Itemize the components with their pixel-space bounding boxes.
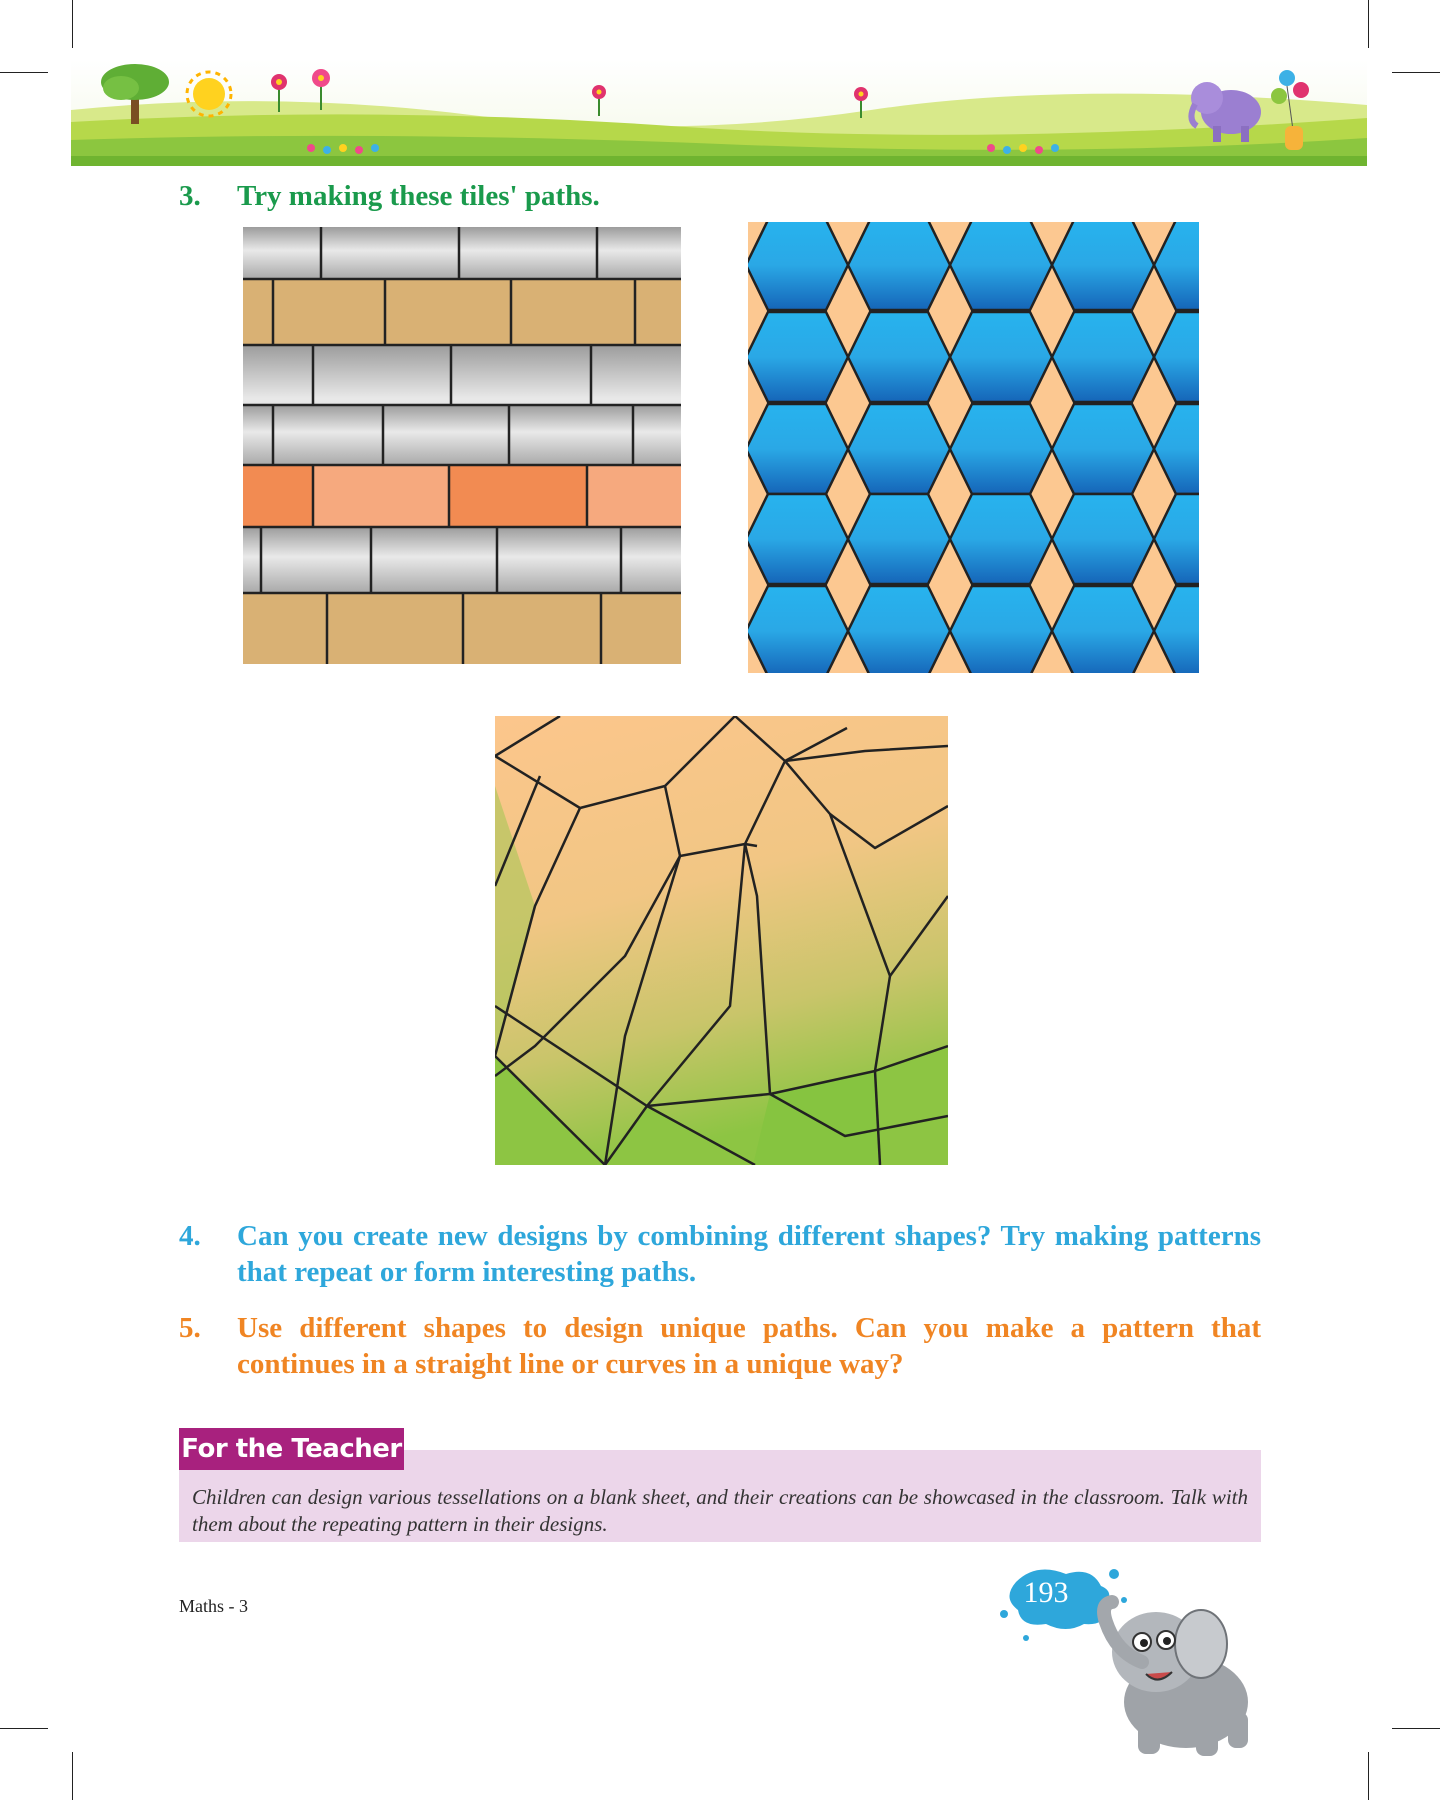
crop-mark: [0, 72, 48, 73]
crop-mark: [1368, 0, 1369, 48]
question-text: Try making these tiles' paths.: [237, 180, 600, 212]
crop-mark: [72, 0, 73, 48]
teacher-note-heading: For the Teacher: [179, 1428, 404, 1470]
brick-tile-pattern: [243, 227, 681, 664]
question-number: 3.: [179, 180, 201, 212]
question-text: Use different shapes to design unique paths. Can you make a pattern that continues in a straight line or curves in a unique way?: [237, 1312, 1261, 1380]
question-text: Can you create new designs by combining different shapes? Try making patterns that repeat or form interesting paths.: [237, 1220, 1261, 1288]
crop-mark: [1368, 1752, 1369, 1800]
crop-mark: [1392, 72, 1440, 73]
question-number: 4.: [179, 1220, 201, 1252]
crop-mark: [72, 1752, 73, 1800]
header-landscape-banner: [71, 60, 1367, 166]
hexagon-tile-pattern: [748, 222, 1199, 673]
page-number: 193: [1023, 1576, 1069, 1609]
crop-mark: [0, 1728, 48, 1729]
question-number: 5.: [179, 1312, 201, 1344]
footer-book-title: Maths - 3: [179, 1596, 248, 1616]
teacher-note-text: Children can design various tessellations on a blank sheet, and their creations can be showcased in the classroom. Talk with them about the repeating pattern in their designs.: [192, 1485, 1248, 1536]
crop-mark: [1392, 1728, 1440, 1729]
polygon-tile-pattern: [495, 716, 948, 1165]
